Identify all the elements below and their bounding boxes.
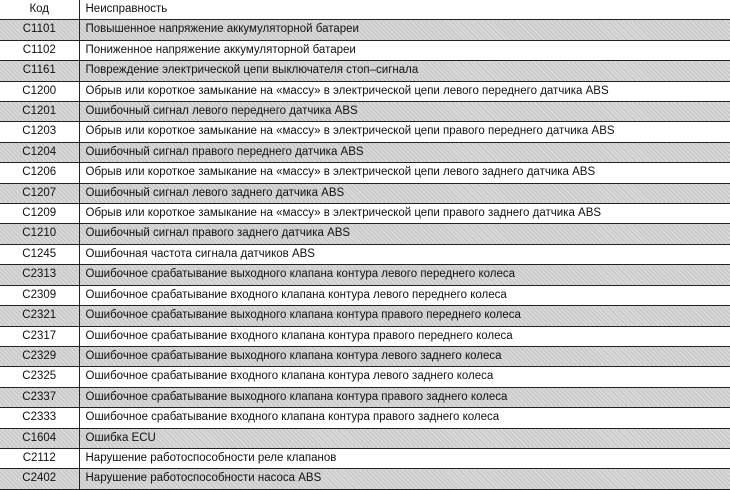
table-row (0, 428, 730, 448)
fault-code-cell: C1206 (0, 163, 79, 183)
fault-description-cell: Ошибочное срабатывание входного клапана контура правого заднего колеса (79, 408, 730, 428)
fault-description-cell: Повреждение электрической цепи выключателя стоп–сигнала (79, 61, 730, 81)
table-row (0, 40, 730, 60)
fault-code-cell: C1204 (0, 142, 79, 162)
header-description: Неисправность (79, 0, 730, 20)
fault-description-cell: Ошибочное срабатывание выходного клапана контура левого заднего колеса (79, 346, 730, 366)
fault-description-cell: Повышенное напряжение аккумуляторной батареи (79, 20, 730, 40)
table-header-row (0, 0, 730, 20)
fault-code-cell: C2317 (0, 326, 79, 346)
fault-code-cell: C1102 (0, 40, 79, 60)
fault-description-cell: Ошибочный сигнал левого заднего датчика ABS (79, 183, 730, 203)
table-row (0, 408, 730, 428)
table-row (0, 367, 730, 387)
fault-code-cell: C1201 (0, 102, 79, 122)
table-row (0, 183, 730, 203)
table-row (0, 265, 730, 285)
fault-code-cell: C2112 (0, 448, 79, 468)
fault-description-cell: Пониженное напряжение аккумуляторной батареи (79, 40, 730, 60)
fault-code-cell: C2333 (0, 408, 79, 428)
fault-code-cell: C1207 (0, 183, 79, 203)
table-row (0, 122, 730, 142)
fault-code-cell: C2402 (0, 469, 79, 489)
table-row (0, 346, 730, 366)
fault-code-cell: C2321 (0, 306, 79, 326)
fault-code-cell: C1101 (0, 20, 79, 40)
table-row (0, 326, 730, 346)
fault-code-cell: C1203 (0, 122, 79, 142)
fault-description-cell: Ошибочное срабатывание входного клапана контура левого переднего колеса (79, 285, 730, 305)
table-row (0, 163, 730, 183)
fault-code-cell: C1210 (0, 224, 79, 244)
fault-code-cell: C2329 (0, 346, 79, 366)
table-row (0, 102, 730, 122)
table-row (0, 20, 730, 40)
fault-code-cell: C2337 (0, 387, 79, 407)
table-row (0, 61, 730, 81)
fault-description-cell: Ошибочный сигнал правого заднего датчика ABS (79, 224, 730, 244)
table-row (0, 204, 730, 224)
fault-description-cell: Ошибочное срабатывание входного клапана контура левого заднего колеса (79, 367, 730, 387)
fault-code-cell: C1209 (0, 204, 79, 224)
table-row (0, 469, 730, 489)
fault-code-cell: C2313 (0, 265, 79, 285)
fault-description-cell: Ошибочное срабатывание выходного клапана контура левого переднего колеса (79, 265, 730, 285)
fault-description-cell: Обрыв или короткое замыкание на «массу» в электрической цепи правого переднего датчика ABS (79, 122, 730, 142)
fault-description-cell: Ошибочное срабатывание выходного клапана контура правого переднего колеса (79, 306, 730, 326)
fault-code-cell: C1200 (0, 81, 79, 101)
table-row (0, 81, 730, 101)
fault-description-cell: Нарушение работоспособности насоса ABS (79, 469, 730, 489)
fault-description-cell: Ошибочный сигнал левого переднего датчика ABS (79, 102, 730, 122)
fault-code-cell: C2325 (0, 367, 79, 387)
fault-code-cell: C1604 (0, 428, 79, 448)
table-row (0, 387, 730, 407)
header-code: Код (0, 0, 79, 20)
fault-description-cell: Ошибочное срабатывание выходного клапана контура правого заднего колеса (79, 387, 730, 407)
fault-description-cell: Ошибочная частота сигнала датчиков ABS (79, 244, 730, 264)
fault-description-cell: Обрыв или короткое замыкание на «массу» в электрической цепи правого заднего датчика ABS (79, 204, 730, 224)
fault-code-cell: C1245 (0, 244, 79, 264)
table-row (0, 306, 730, 326)
table-body (0, 20, 730, 489)
table-row (0, 244, 730, 264)
fault-description-cell: Ошибочное срабатывание входного клапана контура правого переднего колеса (79, 326, 730, 346)
fault-code-cell: C1161 (0, 61, 79, 81)
fault-description-cell: Нарушение работоспособности реле клапанов (79, 448, 730, 468)
fault-code-cell: C2309 (0, 285, 79, 305)
table-row (0, 142, 730, 162)
table-row (0, 224, 730, 244)
fault-description-cell: Ошибка ECU (79, 428, 730, 448)
table-row (0, 285, 730, 305)
fault-description-cell: Ошибочный сигнал правого переднего датчика ABS (79, 142, 730, 162)
fault-description-cell: Обрыв или короткое замыкание на «массу» в электрической цепи левого заднего датчика ABS (79, 163, 730, 183)
fault-description-cell: Обрыв или короткое замыкание на «массу» в электрической цепи левого переднего датчика ABS (79, 81, 730, 101)
